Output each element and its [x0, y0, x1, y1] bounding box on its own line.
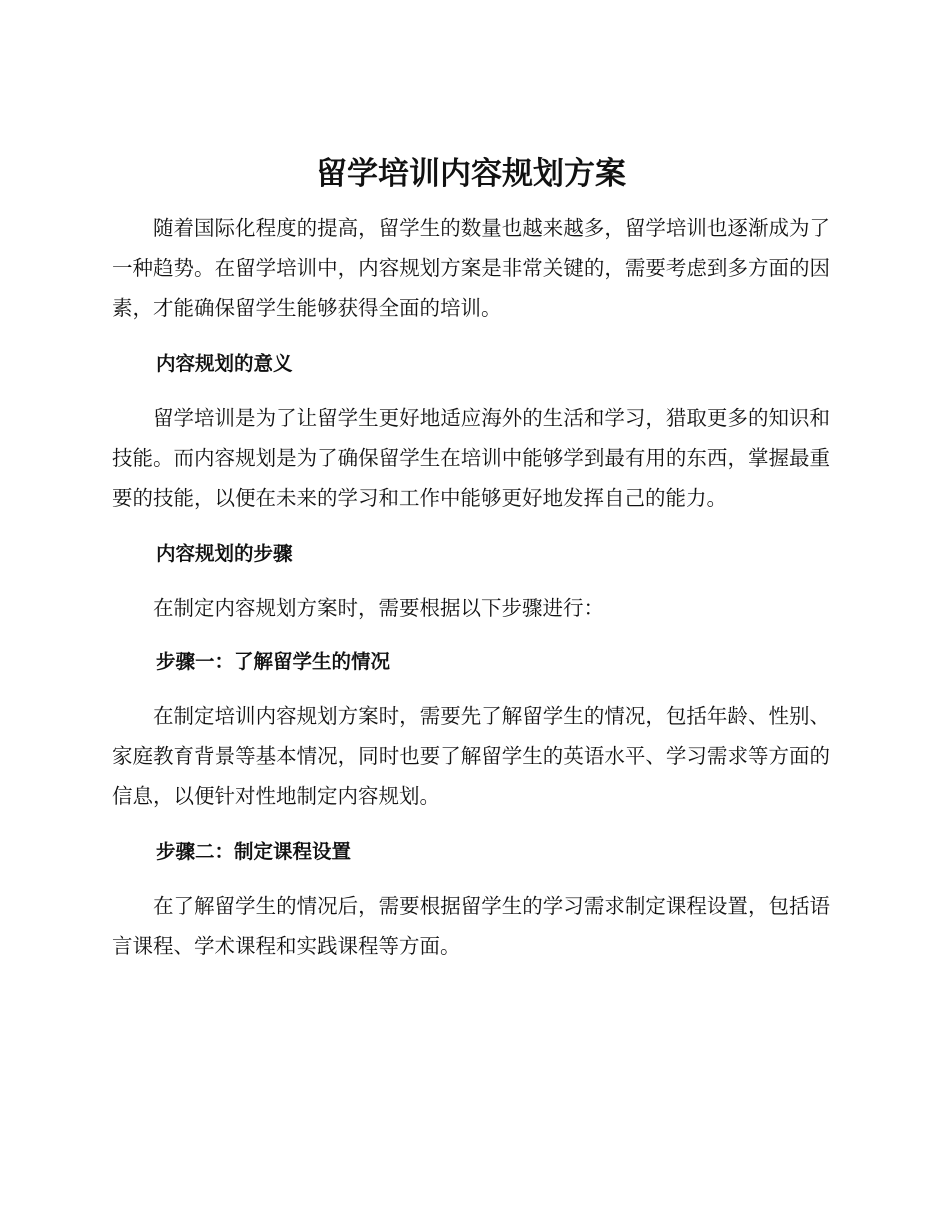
spacer: [112, 872, 830, 886]
section-paragraph-steps: 在制定内容规划方案时，需要根据以下步骤进行：: [153, 596, 604, 620]
spacer: [112, 328, 830, 344]
spacer: [112, 816, 830, 832]
spacer: [112, 628, 830, 642]
section-paragraph-meaning: 留学培训是为了让留学生更好地适应海外的生活和学习，猎取更多的知识和技能。而内容规划是为了确保留学生在培训中能够学到最有用的东西，掌握最重要的技能，以便在未来的学习和工作中能够更好地发挥自己的能力。: [112, 406, 830, 510]
document-title: 留学培训内容规划方案: [316, 156, 626, 192]
intro-paragraph: 随着国际化程度的提高，留学生的数量也越来越多，留学培训也逐渐成为了一种趋势。在留学培训中，内容规划方案是非常关键的，需要考虑到多方面的因素，才能确保留学生能够获得全面的培训。: [112, 216, 830, 320]
section-heading-meaning: 内容规划的意义: [156, 352, 293, 375]
step1-heading: 步骤一：了解留学生的情况: [156, 650, 391, 673]
section-heading-steps: 内容规划的步骤: [156, 542, 293, 565]
spacer: [112, 518, 830, 534]
spacer: [112, 682, 830, 696]
spacer: [112, 574, 830, 588]
step1-paragraph: 在制定培训内容规划方案时，需要先了解留学生的情况，包括年龄、性别、家庭教育背景等基本情况，同时也要了解留学生的英语水平、学习需求等方面的信息，以便针对性地制定内容规划。: [112, 704, 830, 808]
step2-paragraph: 在了解留学生的情况后，需要根据留学生的学习需求制定课程设置，包括语言课程、学术课程和实践课程等方面。: [112, 894, 830, 958]
document-page: [112, 148, 830, 966]
step2-heading: 步骤二：制定课程设置: [156, 840, 352, 863]
spacer: [112, 384, 830, 398]
